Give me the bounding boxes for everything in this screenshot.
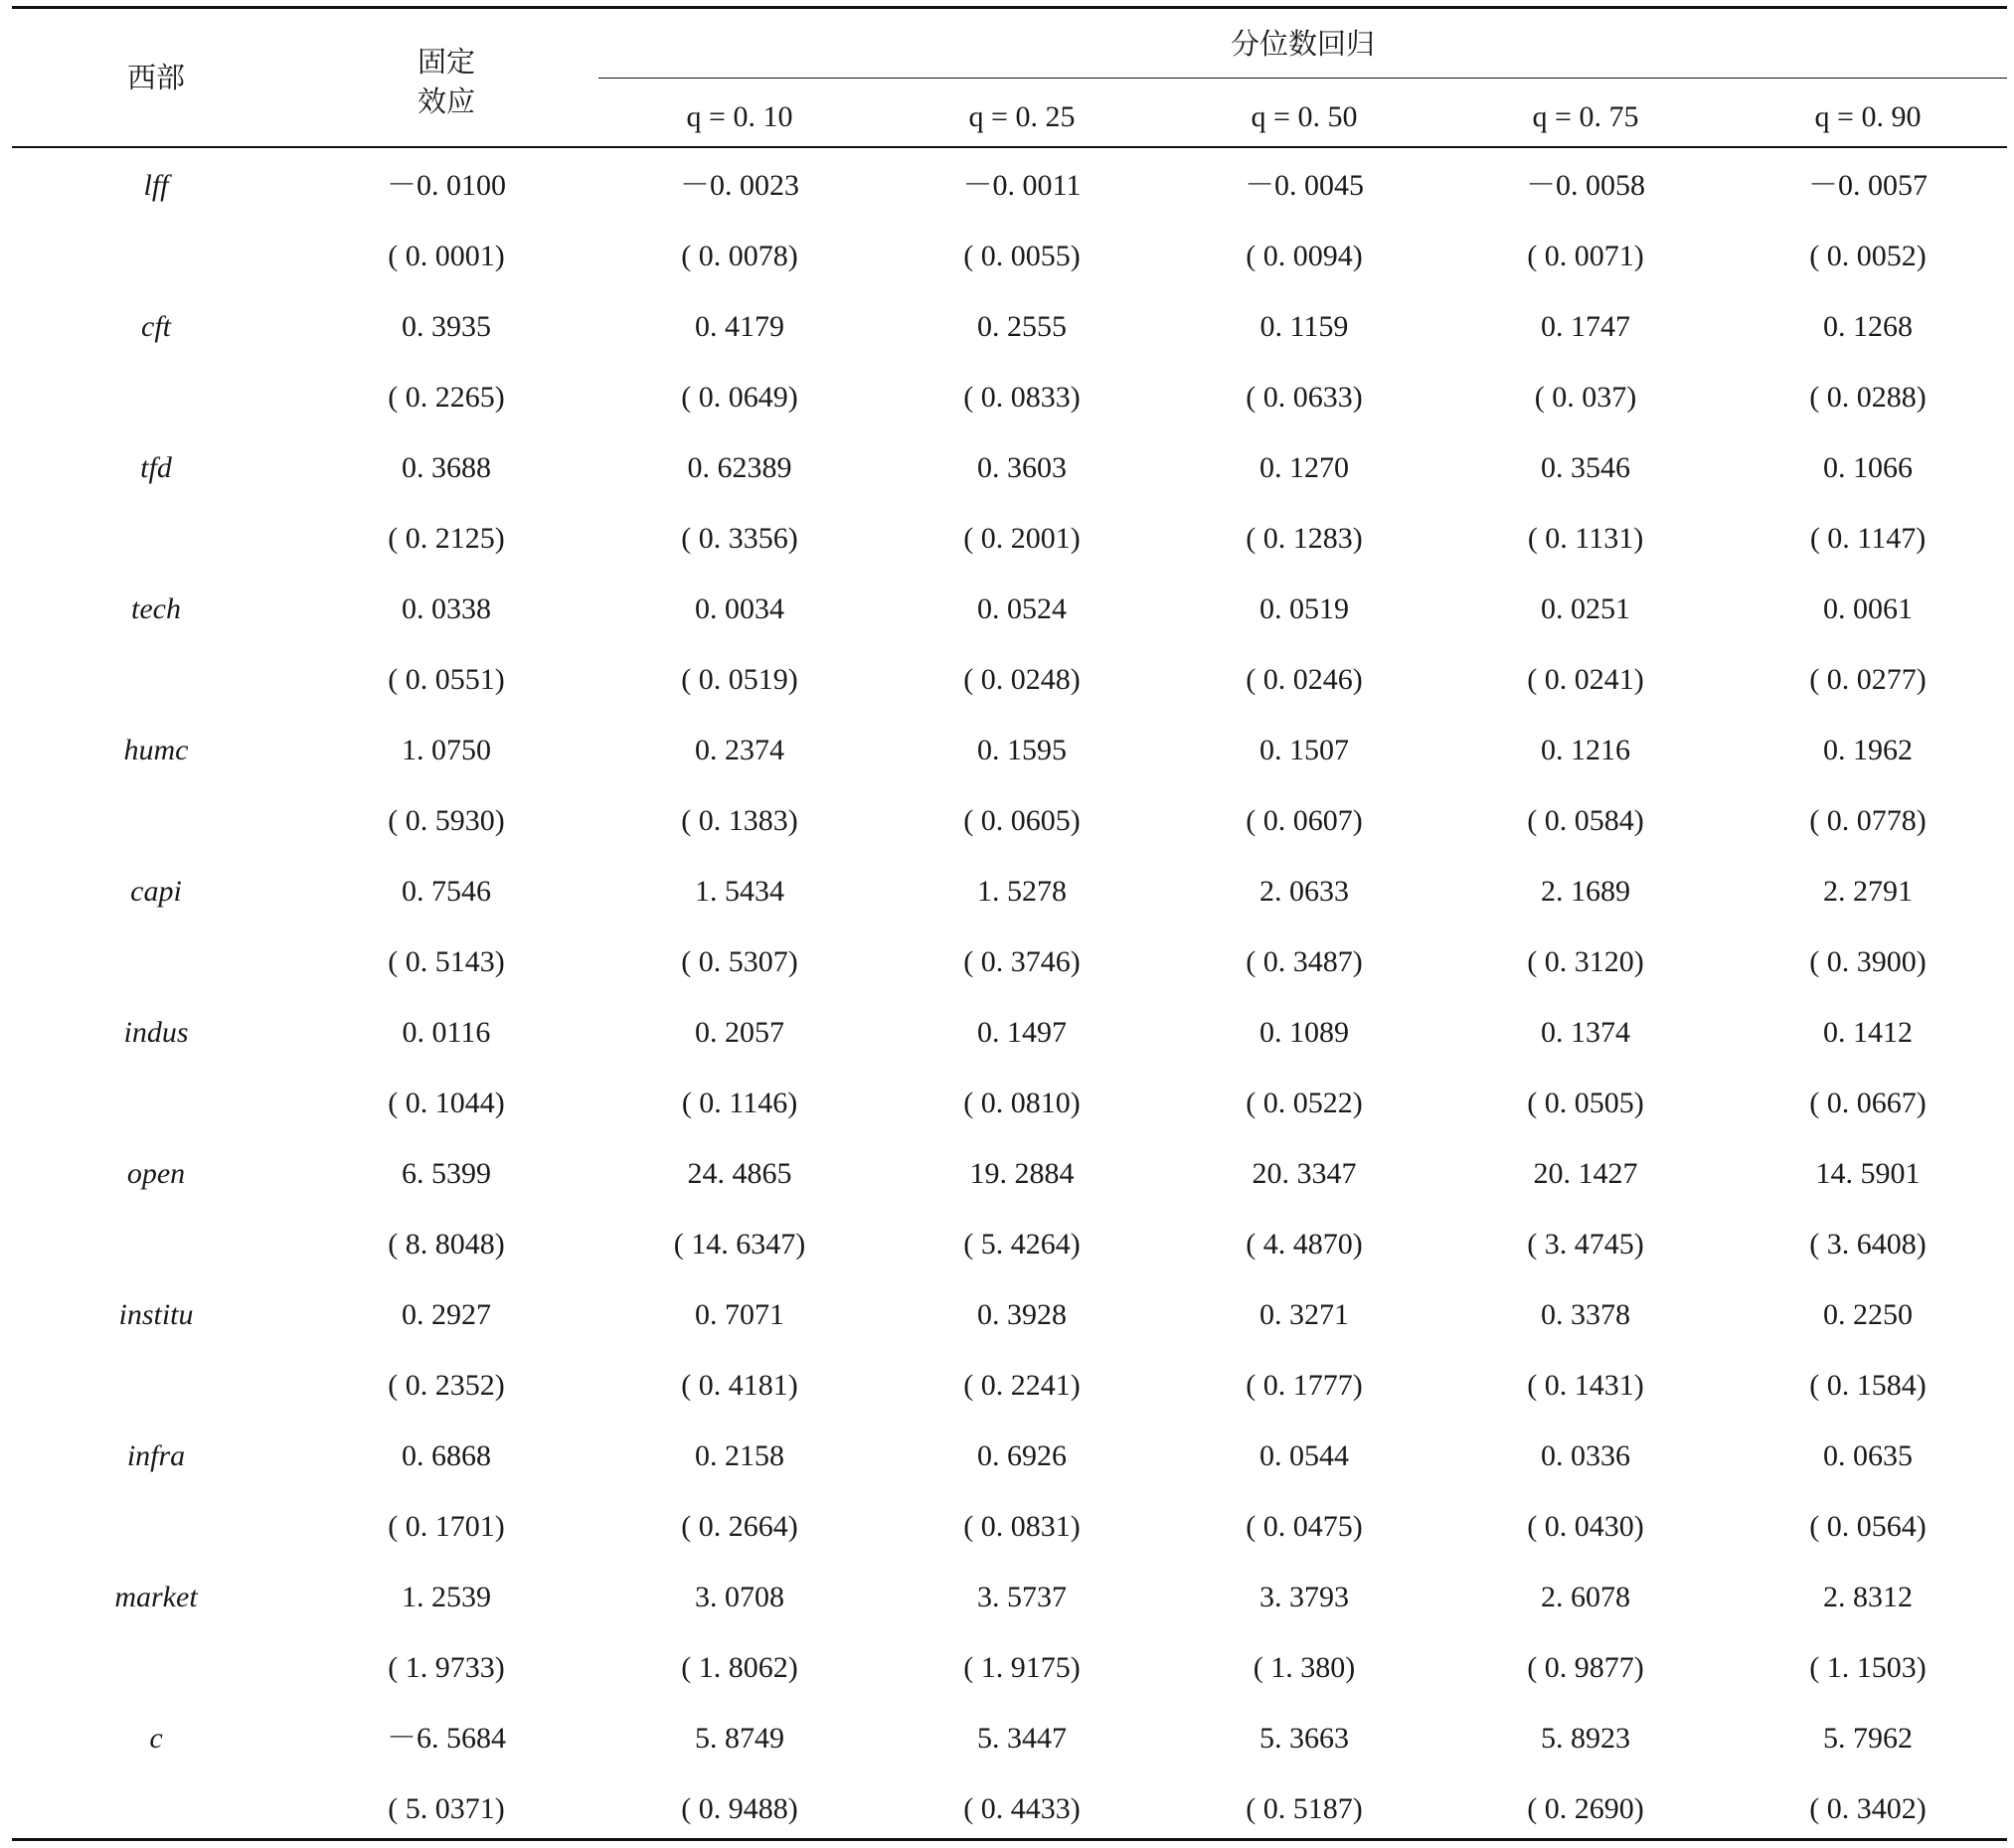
quantile-cell: 5. 7962 xyxy=(1823,1722,1913,1755)
quantile-cell: 0. 7071 xyxy=(695,1298,784,1331)
quantile-group-rule xyxy=(598,78,2007,79)
quantile-cell: －0. 0057 xyxy=(1808,169,1928,202)
quantile-cell: ( 0. 0810) xyxy=(963,1087,1081,1119)
quantile-cell: ( 0. 0519) xyxy=(681,663,798,696)
quantile-cell: 0. 1089 xyxy=(1259,1016,1349,1049)
table-header-rule xyxy=(12,146,2007,148)
quantile-cell: －0. 0058 xyxy=(1526,169,1645,202)
table-body xyxy=(12,150,2007,1844)
fixed-effect-cell: ( 0. 0001) xyxy=(388,240,505,272)
quantile-cell: ( 0. 0277) xyxy=(1809,663,1927,696)
quantile-cell: ( 5. 4264) xyxy=(963,1228,1081,1260)
header-quantile-q90: q = 0. 90 xyxy=(1814,100,1922,133)
quantile-cell: 0. 3546 xyxy=(1541,451,1630,484)
quantile-cell: ( 0. 3746) xyxy=(963,945,1081,978)
quantile-cell: 0. 1066 xyxy=(1823,451,1913,484)
table-bottom-rule xyxy=(12,1838,2007,1841)
table-row xyxy=(12,574,2007,644)
quantile-cell: 0. 0034 xyxy=(695,592,784,625)
quantile-cell: ( 0. 0522) xyxy=(1246,1087,1363,1119)
quantile-cell: 0. 2057 xyxy=(695,1016,784,1049)
quantile-cell: ( 0. 2241) xyxy=(963,1369,1081,1402)
quantile-cell: ( 0. 3402) xyxy=(1809,1792,1927,1825)
variable-name: c xyxy=(149,1722,163,1755)
table-row xyxy=(12,1562,2007,1632)
variable-name: infra xyxy=(126,1439,186,1472)
fixed-effect-cell: 0. 3935 xyxy=(402,310,491,343)
quantile-cell: 0. 0251 xyxy=(1541,592,1630,625)
header-quantile-regression: 分位数回归 xyxy=(1230,27,1375,61)
fixed-effect-cell: －6. 5684 xyxy=(387,1722,506,1755)
quantile-cell: ( 0. 0505) xyxy=(1527,1087,1644,1119)
table-row xyxy=(12,150,2007,221)
quantile-cell: 3. 0708 xyxy=(695,1581,784,1613)
table-row-stderr xyxy=(12,926,2007,997)
fixed-effect-cell: 0. 7546 xyxy=(402,875,491,908)
fixed-effect-cell: ( 0. 2265) xyxy=(388,381,505,414)
quantile-cell: ( 1. 8062) xyxy=(681,1651,798,1684)
variable-name: capi xyxy=(130,875,182,908)
quantile-cell: ( 0. 0605) xyxy=(963,804,1081,837)
quantile-cell: ( 0. 2001) xyxy=(963,522,1081,555)
table-row-stderr xyxy=(12,362,2007,432)
quantile-cell: ( 0. 3487) xyxy=(1246,945,1363,978)
fixed-effect-cell: ( 1. 9733) xyxy=(388,1651,505,1684)
fixed-effect-cell: ( 0. 0551) xyxy=(388,663,505,696)
fixed-effect-cell: ( 5. 0371) xyxy=(388,1792,505,1825)
quantile-cell: ( 0. 0833) xyxy=(963,381,1081,414)
quantile-cell: 0. 2250 xyxy=(1823,1298,1913,1331)
table-row-stderr xyxy=(12,785,2007,856)
quantile-cell: ( 0. 9877) xyxy=(1527,1651,1644,1684)
quantile-cell: ( 0. 3356) xyxy=(681,522,798,555)
fixed-effect-cell: 1. 2539 xyxy=(402,1581,491,1613)
fixed-effect-cell: ( 0. 2352) xyxy=(388,1369,505,1402)
table-row xyxy=(12,1138,2007,1209)
quantile-cell: 0. 3928 xyxy=(977,1298,1067,1331)
fixed-effect-cell: 0. 6868 xyxy=(402,1439,491,1472)
variable-name xyxy=(12,785,300,856)
variable-name: tfd xyxy=(140,451,172,484)
variable-name xyxy=(12,1350,300,1421)
variable-name: cft xyxy=(141,310,171,343)
quantile-cell: －0. 0011 xyxy=(962,169,1082,202)
quantile-cell: 0. 0519 xyxy=(1259,592,1349,625)
table-top-rule xyxy=(12,6,2007,9)
variable-name xyxy=(12,926,300,997)
quantile-cell: 0. 4179 xyxy=(695,310,784,343)
quantile-cell: 2. 2791 xyxy=(1823,875,1913,908)
quantile-cell: ( 0. 1147) xyxy=(1809,522,1927,555)
header-fixed-effect-line2: 效应 xyxy=(417,84,475,118)
table-row xyxy=(12,432,2007,503)
variable-name: institu xyxy=(118,1298,194,1331)
quantile-cell: ( 0. 0633) xyxy=(1246,381,1363,414)
quantile-cell: 2. 6078 xyxy=(1541,1581,1630,1613)
fixed-effect-cell: ( 0. 5143) xyxy=(388,945,505,978)
variable-name xyxy=(12,644,300,715)
table-row xyxy=(12,715,2007,785)
table-row-stderr xyxy=(12,1350,2007,1421)
quantile-cell: 0. 2555 xyxy=(977,310,1067,343)
quantile-cell: －0. 0023 xyxy=(680,169,799,202)
quantile-cell: ( 0. 0475) xyxy=(1246,1510,1363,1543)
quantile-cell: ( 0. 0071) xyxy=(1527,240,1644,272)
quantile-cell: 0. 1507 xyxy=(1259,734,1349,766)
quantile-cell: 1. 5278 xyxy=(977,875,1067,908)
fixed-effect-cell: ( 0. 2125) xyxy=(388,522,505,555)
quantile-cell: ( 0. 0094) xyxy=(1246,240,1363,272)
quantile-cell: ( 0. 0078) xyxy=(681,240,798,272)
fixed-effect-cell: －0. 0100 xyxy=(387,169,506,202)
quantile-cell: 0. 1270 xyxy=(1259,451,1349,484)
quantile-cell: 0. 1962 xyxy=(1823,734,1913,766)
quantile-cell: ( 0. 4181) xyxy=(681,1369,798,1402)
variable-name xyxy=(12,1209,300,1279)
fixed-effect-cell: ( 0. 1044) xyxy=(388,1087,505,1119)
quantile-cell: 5. 3663 xyxy=(1259,1722,1349,1755)
quantile-cell: 20. 1427 xyxy=(1533,1157,1638,1190)
quantile-cell: ( 0. 0055) xyxy=(963,240,1081,272)
quantile-cell: 0. 3378 xyxy=(1541,1298,1630,1331)
header-fixed-effect xyxy=(302,42,590,121)
quantile-cell: ( 0. 0246) xyxy=(1246,663,1363,696)
quantile-cell: 0. 1412 xyxy=(1823,1016,1913,1049)
quantile-cell: ( 0. 037) xyxy=(1534,381,1637,414)
quantile-cell: ( 0. 1283) xyxy=(1246,522,1363,555)
quantile-cell: 0. 3271 xyxy=(1259,1298,1349,1331)
quantile-cell: ( 0. 0831) xyxy=(963,1510,1081,1543)
quantile-cell: 0. 0635 xyxy=(1823,1439,1913,1472)
quantile-cell: 14. 5901 xyxy=(1815,1157,1921,1190)
fixed-effect-cell: 0. 2927 xyxy=(402,1298,491,1331)
fixed-effect-cell: 6. 5399 xyxy=(402,1157,491,1190)
quantile-cell: ( 0. 0052) xyxy=(1809,240,1927,272)
quantile-cell: 0. 0061 xyxy=(1823,592,1913,625)
fixed-effect-cell: 0. 0116 xyxy=(402,1016,491,1049)
quantile-cell: 0. 1374 xyxy=(1541,1016,1630,1049)
quantile-cell: 24. 4865 xyxy=(687,1157,792,1190)
variable-name xyxy=(12,1773,300,1844)
quantile-cell: ( 4. 4870) xyxy=(1246,1228,1363,1260)
quantile-cell: ( 0. 0667) xyxy=(1809,1087,1927,1119)
variable-name xyxy=(12,221,300,291)
quantile-cell: ( 0. 4433) xyxy=(963,1792,1081,1825)
header-fixed-effect-line1: 固定 xyxy=(417,45,475,79)
quantile-cell: 5. 3447 xyxy=(977,1722,1067,1755)
table-row-stderr xyxy=(12,1491,2007,1562)
table-row-stderr xyxy=(12,221,2007,291)
quantile-cell: 0. 1159 xyxy=(1259,310,1349,343)
header-quantile-q10: q = 0. 10 xyxy=(686,100,793,133)
quantile-cell: ( 0. 0584) xyxy=(1527,804,1644,837)
table-row xyxy=(12,1279,2007,1350)
quantile-cell: 20. 3347 xyxy=(1252,1157,1357,1190)
table-row xyxy=(12,291,2007,362)
quantile-cell: 0. 1216 xyxy=(1541,734,1630,766)
fixed-effect-cell: ( 0. 1701) xyxy=(388,1510,505,1543)
variable-name xyxy=(12,503,300,574)
quantile-cell: 0. 62389 xyxy=(687,451,792,484)
table-row-stderr xyxy=(12,1632,2007,1703)
quantile-cell: ( 0. 0778) xyxy=(1809,804,1927,837)
table-row-stderr xyxy=(12,1773,2007,1844)
quantile-cell: －0. 0045 xyxy=(1245,169,1364,202)
quantile-cell: 2. 0633 xyxy=(1259,875,1349,908)
header-quantile-q50: q = 0. 50 xyxy=(1251,100,1358,133)
quantile-cell: ( 0. 5187) xyxy=(1246,1792,1363,1825)
quantile-cell: ( 0. 0288) xyxy=(1809,381,1927,414)
quantile-cell: 3. 5737 xyxy=(977,1581,1067,1613)
quantile-cell: ( 0. 1131) xyxy=(1527,522,1644,555)
quantile-cell: ( 0. 0649) xyxy=(681,381,798,414)
table-row xyxy=(12,856,2007,926)
quantile-cell: 0. 0544 xyxy=(1259,1439,1349,1472)
quantile-cell: 0. 0524 xyxy=(977,592,1067,625)
variable-name: tech xyxy=(131,592,181,625)
quantile-cell: ( 0. 0607) xyxy=(1246,804,1363,837)
quantile-cell: 2. 8312 xyxy=(1823,1581,1913,1613)
quantile-cell: ( 14. 6347) xyxy=(673,1228,806,1260)
quantile-cell: ( 0. 5307) xyxy=(681,945,798,978)
quantile-cell: ( 0. 3120) xyxy=(1527,945,1644,978)
fixed-effect-cell: 0. 3688 xyxy=(402,451,491,484)
table-row-stderr xyxy=(12,503,2007,574)
table-row xyxy=(12,1703,2007,1773)
quantile-cell: ( 1. 380) xyxy=(1253,1651,1356,1684)
table-row-stderr xyxy=(12,1209,2007,1279)
quantile-cell: ( 0. 1383) xyxy=(681,804,798,837)
quantile-cell: 19. 2884 xyxy=(969,1157,1075,1190)
quantile-cell: 0. 1497 xyxy=(977,1016,1067,1049)
table-row-stderr xyxy=(12,644,2007,715)
table-row xyxy=(12,997,2007,1068)
quantile-cell: ( 3. 4745) xyxy=(1527,1228,1644,1260)
fixed-effect-cell: ( 8. 8048) xyxy=(388,1228,505,1260)
variable-name xyxy=(12,1632,300,1703)
variable-name: indus xyxy=(123,1016,189,1049)
header-region: 西部 xyxy=(126,61,185,94)
table-row xyxy=(12,1421,2007,1491)
variable-name: humc xyxy=(123,734,189,766)
quantile-cell: ( 0. 0564) xyxy=(1809,1510,1927,1543)
fixed-effect-cell: 0. 0338 xyxy=(402,592,491,625)
variable-name: lff xyxy=(143,169,169,202)
quantile-cell: ( 0. 9488) xyxy=(681,1792,798,1825)
fixed-effect-cell: 1. 0750 xyxy=(402,734,491,766)
quantile-cell: 0. 1268 xyxy=(1823,310,1913,343)
variable-name: open xyxy=(126,1157,186,1190)
variable-name: market xyxy=(114,1581,198,1613)
quantile-cell: ( 0. 3900) xyxy=(1809,945,1927,978)
variable-name xyxy=(12,362,300,432)
quantile-cell: 0. 2158 xyxy=(695,1439,784,1472)
header-quantile-q75: q = 0. 75 xyxy=(1532,100,1639,133)
quantile-cell: 2. 1689 xyxy=(1541,875,1630,908)
header-quantile-q25: q = 0. 25 xyxy=(968,100,1076,133)
fixed-effect-cell: ( 0. 5930) xyxy=(388,804,505,837)
quantile-cell: ( 1. 9175) xyxy=(963,1651,1081,1684)
variable-name xyxy=(12,1068,300,1138)
quantile-cell: ( 0. 0241) xyxy=(1527,663,1644,696)
variable-name xyxy=(12,1491,300,1562)
quantile-cell: ( 0. 1584) xyxy=(1809,1369,1927,1402)
quantile-cell: 0. 1747 xyxy=(1541,310,1630,343)
quantile-cell: ( 1. 1503) xyxy=(1809,1651,1927,1684)
quantile-cell: ( 0. 2690) xyxy=(1527,1792,1644,1825)
quantile-cell: ( 0. 1777) xyxy=(1246,1369,1363,1402)
quantile-cell: 0. 0336 xyxy=(1541,1439,1630,1472)
quantile-cell: 5. 8749 xyxy=(695,1722,784,1755)
quantile-cell: 0. 3603 xyxy=(977,451,1067,484)
quantile-cell: ( 0. 0248) xyxy=(963,663,1081,696)
quantile-cell: ( 3. 6408) xyxy=(1809,1228,1927,1260)
quantile-cell: 0. 1595 xyxy=(977,734,1067,766)
quantile-cell: 1. 5434 xyxy=(695,875,784,908)
quantile-cell: 0. 2374 xyxy=(695,734,784,766)
table-row-stderr xyxy=(12,1068,2007,1138)
quantile-cell: 3. 3793 xyxy=(1259,1581,1349,1613)
quantile-cell: ( 0. 1146) xyxy=(681,1087,798,1119)
quantile-cell: ( 0. 2664) xyxy=(681,1510,798,1543)
quantile-cell: ( 0. 0430) xyxy=(1527,1510,1644,1543)
quantile-cell: 5. 8923 xyxy=(1541,1722,1630,1755)
quantile-cell: 0. 6926 xyxy=(977,1439,1067,1472)
quantile-cell: ( 0. 1431) xyxy=(1527,1369,1644,1402)
